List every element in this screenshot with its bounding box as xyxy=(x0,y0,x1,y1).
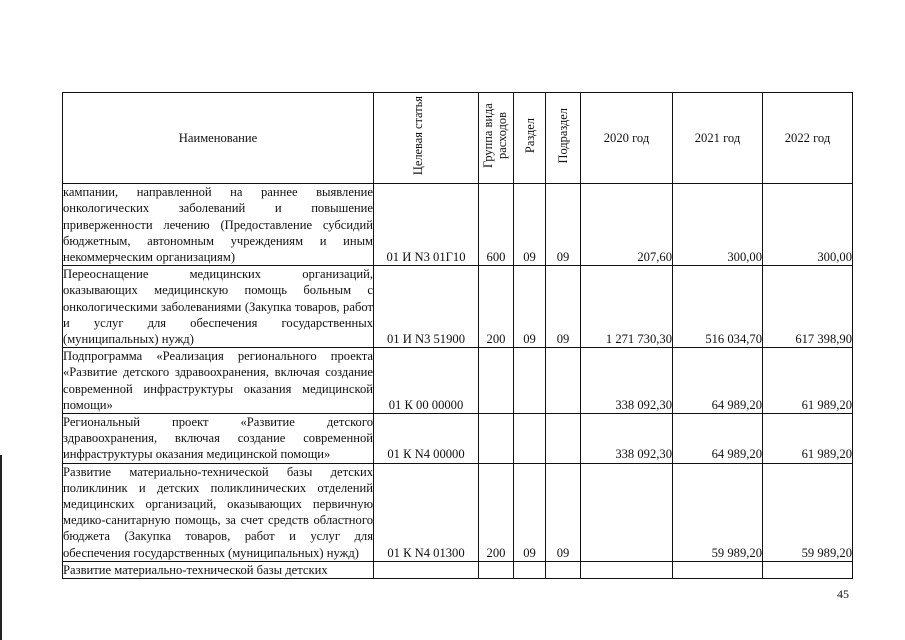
row-2020: 207,60 xyxy=(581,184,673,266)
row-subsection: 09 xyxy=(546,184,581,266)
header-group-label: Группа вида расходов xyxy=(481,103,509,169)
table-header-row xyxy=(63,93,853,184)
row-name: Развитие материально-технической базы детских поликлиник и детских поликлинических отделений медицинских организаций, оказывающих первичную медико-санитарную помощь, за счет средств областного бюджета (Закупка товаров, работ и услуг для обеспечения государственных (муниципальных) нужд) xyxy=(63,464,373,560)
header-target xyxy=(374,93,479,184)
row-2020: 338 092,30 xyxy=(581,414,673,464)
row-group: 200 xyxy=(479,463,514,561)
table-row xyxy=(63,266,853,348)
header-name: Наименование xyxy=(63,93,374,184)
header-2020: 2020 год xyxy=(581,93,673,184)
header-2021: 2021 год xyxy=(673,93,763,184)
header-group xyxy=(479,93,514,184)
header-section-label: Раздел xyxy=(522,118,537,154)
row-2022: 617 398,90 xyxy=(763,266,853,348)
header-subsection xyxy=(546,93,581,184)
row-name: Региональный проект «Развитие детского здравоохранения, включая создание современной инфраструктуры оказания медицинской помощи» xyxy=(63,415,373,462)
row-target: 01 К N4 01300 xyxy=(374,463,479,561)
row-group xyxy=(479,414,514,464)
page-number: 45 xyxy=(837,587,849,601)
row-target: 01 И N3 51900 xyxy=(374,266,479,348)
row-group: 600 xyxy=(479,184,514,266)
row-2022: 61 989,20 xyxy=(763,348,853,414)
row-2022: 61 989,20 xyxy=(763,414,853,464)
header-2022: 2022 год xyxy=(763,93,853,184)
row-2021: 300,00 xyxy=(673,184,763,266)
row-name: Подпрограмма «Реализация регионального проекта «Развитие детского здравоохранения, включая создание современной инфраструктуры оказания медицинской помощи» xyxy=(63,349,373,412)
row-2021 xyxy=(673,561,763,578)
row-target xyxy=(374,561,479,578)
row-section xyxy=(514,561,546,578)
row-section: 09 xyxy=(514,266,546,348)
row-group xyxy=(479,561,514,578)
row-target: 01 И N3 01Г10 xyxy=(374,184,479,266)
row-2021: 516 034,70 xyxy=(673,266,763,348)
row-name: Переоснащение медицинских организаций, оказывающих медицинскую помощь больным с онкологическими заболеваниями (Закупка товаров, работ и услуг для обеспечения государственных (муниципальных) нужд) xyxy=(63,267,373,347)
row-2021: 59 989,20 xyxy=(673,463,763,561)
table-row xyxy=(63,561,853,578)
row-group: 200 xyxy=(479,266,514,348)
row-2021: 64 989,20 xyxy=(673,414,763,464)
row-subsection xyxy=(546,561,581,578)
table-row xyxy=(63,414,853,464)
header-section xyxy=(514,93,546,184)
header-target-label: Целевая статья xyxy=(411,96,425,176)
row-2020: 338 092,30 xyxy=(581,348,673,414)
row-group xyxy=(479,348,514,414)
row-target: 01 К 00 00000 xyxy=(374,348,479,414)
page-edge-line xyxy=(0,455,2,640)
row-section xyxy=(514,414,546,464)
row-subsection xyxy=(546,348,581,414)
row-name: Развитие материально-технической базы детских xyxy=(63,561,374,578)
row-name: кампании, направленной на раннее выявление онкологических заболеваний и повышение приверженности лечению (Предоставление субсидий бюджетным, автономным учреждениям и иным некоммерческим организациям) xyxy=(63,185,373,265)
row-subsection: 09 xyxy=(546,463,581,561)
table-row xyxy=(63,348,853,414)
header-subsection-label: Подраздел xyxy=(556,108,570,164)
row-subsection xyxy=(546,414,581,464)
table-row xyxy=(63,184,853,266)
row-2022: 300,00 xyxy=(763,184,853,266)
row-2022 xyxy=(763,561,853,578)
row-target: 01 К N4 00000 xyxy=(374,414,479,464)
row-subsection: 09 xyxy=(546,266,581,348)
row-section: 09 xyxy=(514,184,546,266)
row-2020 xyxy=(581,463,673,561)
row-2020 xyxy=(581,561,673,578)
row-2021: 64 989,20 xyxy=(673,348,763,414)
row-2020: 1 271 730,30 xyxy=(581,266,673,348)
row-2022: 59 989,20 xyxy=(763,463,853,561)
table-row xyxy=(63,463,853,561)
row-section xyxy=(514,348,546,414)
budget-table xyxy=(62,92,853,579)
row-section: 09 xyxy=(514,463,546,561)
